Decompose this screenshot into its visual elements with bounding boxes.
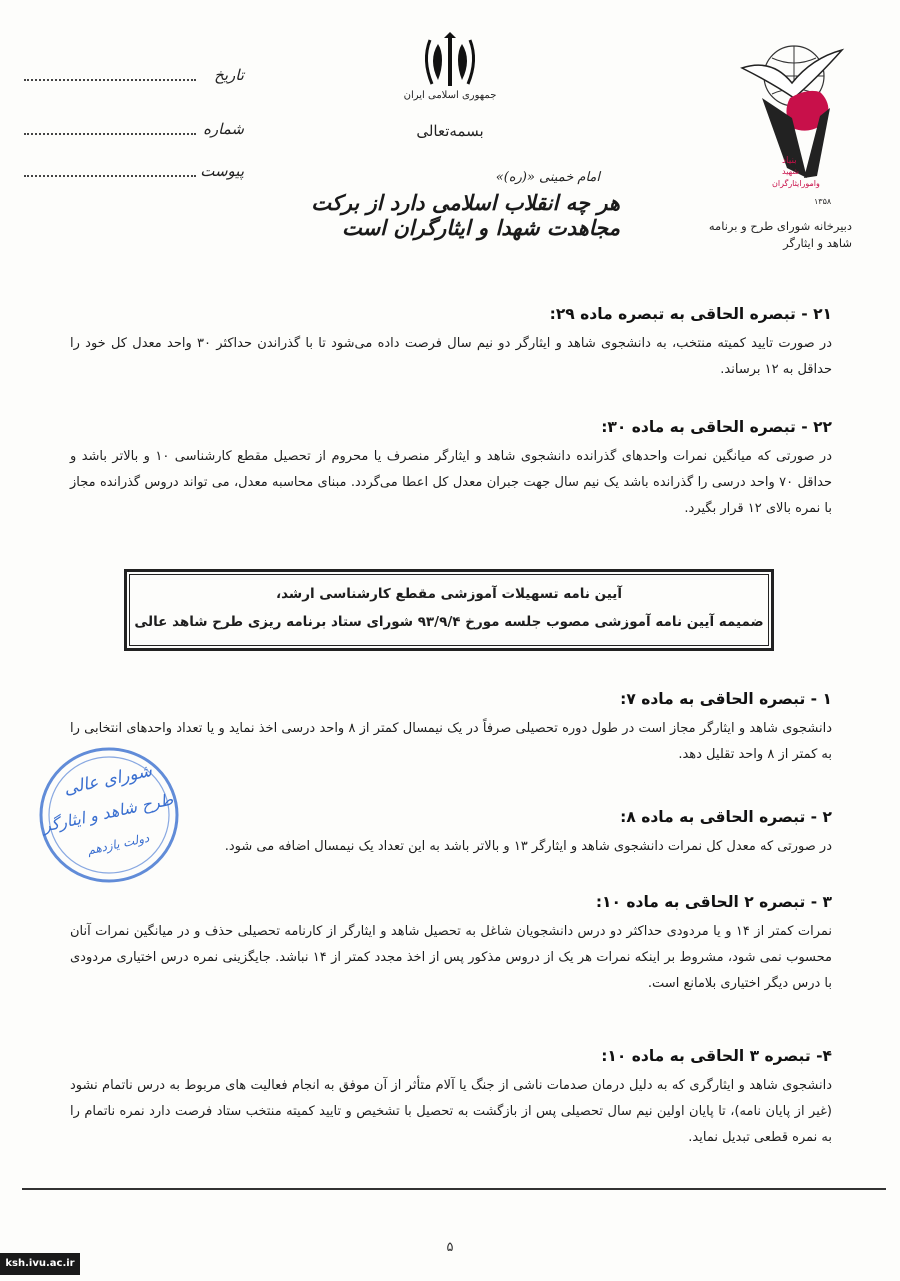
section-note-21	[70, 305, 832, 383]
attachment-dots	[24, 175, 196, 177]
svg-text:دولت یازدهم: دولت یازدهم	[85, 830, 151, 858]
section-body: نمرات کمتر از ۱۴ و یا مردودی حداکثر دو درس دانشجویان شاغل به تحصیل شاهد و ایثارگر از کارنامه تحصیلی حذف و در میانگین نمرات آنان محسوب نمی شود، مشروط بر اینکه نمرات هر یک از دروس مذکور پس از اخذ مجدد کمتر از ۱۴ نباشد. جایگزینی نمره درس اختیاری مردودی با درس دیگر اختیاری بلامانع است.	[70, 924, 832, 991]
republic-caption: جمهوری اسلامی ایران	[403, 90, 497, 101]
date-dots	[24, 79, 196, 81]
section-body: در صورتی که میانگین نمرات واحدهای گذرانده دانشجوی شاهد و ایثارگر منصرف یا محروم از تحصیل مقطع کارشناسی ۱۰ و بالاتر باشد و حداقل ۷۰ واحد درسی را گذرانده باشد یک نیم سال جهت جبران معدل کل اعطا می‌گردد. مبنای محاسبه معدل، می تواند دروس گذرانده مجاز با نمره بالای ۱۲ قرار بگیرد.	[70, 449, 832, 516]
svg-text:شهید: شهید	[782, 167, 800, 176]
section-note-4	[70, 1047, 832, 1151]
foundation-logo-icon	[732, 28, 852, 208]
site-watermark: ksh.ivu.ac.ir	[0, 1253, 80, 1275]
svg-text:بنیاد: بنیاد	[782, 156, 797, 166]
regulation-title-line1: آیین نامه تسهیلات آموزشی مقطع کارشناسی ارشد،	[276, 586, 622, 602]
org-caption-line2: شاهد و ایثارگر	[783, 236, 852, 250]
footer-divider	[22, 1188, 886, 1190]
section-note-22	[70, 418, 832, 522]
svg-text:وامورایثارگران: وامورایثارگران	[772, 179, 820, 188]
regulation-title-line2: ضمیمه آیین نامه آموزشی مصوب جلسه مورخ ۹۳/۹/۴ شورای ستاد برنامه ریزی طرح شاهد عالی	[134, 614, 764, 630]
svg-text:شورای عالی: شورای عالی	[62, 761, 154, 800]
section-heading: ۴- تبصره ۳ الحاقی به ماده ۱۰:	[601, 1047, 832, 1065]
section-note-1	[70, 690, 832, 768]
section-body: دانشجوی شاهد و ایثارگر مجاز است در طول دوره تحصیلی صرفاً در یک نیمسال کمتر از ۸ واحد درسی اخذ نماید و یا تعداد واحدهای انتخابی را به کمتر از ۸ واحد تقلیل دهد.	[70, 721, 832, 762]
section-body: در صورتی که معدل کل نمرات دانشجوی شاهد و ایثارگر ۱۳ و بالاتر باشد به این تعداد یک نیمسال اضافه می شود.	[224, 839, 832, 854]
section-heading: ۲۱ - تبصره الحاقی به تبصره ماده ۲۹:	[549, 305, 832, 323]
date-label: تاریخ	[214, 66, 244, 84]
date-field	[24, 66, 244, 88]
number-dots	[24, 133, 196, 135]
section-heading: ۲ - تبصره الحاقی به ماده ۸:	[620, 808, 832, 826]
section-heading: ۲۲ - تبصره الحاقی به ماده ۳۰:	[601, 418, 832, 436]
section-heading: ۳ - تبصره ۲ الحاقی به ماده ۱۰:	[595, 893, 832, 911]
attachment-field	[24, 162, 244, 184]
number-label: شماره	[203, 120, 244, 138]
council-stamp-icon	[34, 740, 184, 890]
svg-text:۱۳۵۸: ۱۳۵۸	[814, 197, 832, 206]
section-note-3	[70, 893, 832, 997]
page-number: ۵	[446, 1240, 454, 1255]
section-body: دانشجوی شاهد و ایثارگری که به دلیل درمان صدمات ناشی از جنگ یا آلام متأثر از آن موفق به انجام فعالیت های مربوط به درس ناتمام نشود (غیر از پایان نامه)، تا پایان اولین نیم سال تحصیلی پس از بازگشت به تحصیل با تشخیص و تایید کمیته منتخب ستاد فرصت دارد نمره ناتمام را به نمره قطعی تبدیل نماید.	[70, 1078, 832, 1145]
iran-emblem-icon	[420, 30, 480, 90]
regulation-title-box	[124, 569, 774, 651]
quote-author: امام خمینی «(ره)»	[495, 170, 600, 185]
attachment-label: پیوست	[200, 162, 244, 180]
org-caption-line1: دبیرخانه شورای طرح و برنامه	[708, 219, 852, 233]
section-body: در صورت تایید کمیته منتخب، به دانشجوی شاهد و ایثارگر دو نیم سال فرصت داده می‌شود تا با گذراندن حداکثر ۳۰ واحد معدل کل خود را حداقل به ۱۲ برساند.	[70, 336, 832, 377]
section-note-2	[70, 808, 832, 860]
besmeh: بسمه‌تعالی	[416, 122, 484, 140]
org-caption	[702, 218, 852, 252]
header-quote: هر چه انقلاب اسلامی دارد از برکت مجاهدت شهدا و ایثارگران است	[311, 190, 620, 240]
number-field	[24, 120, 244, 142]
svg-text:طرح شاهد و ایثارگر: طرح شاهد و ایثارگر	[40, 789, 175, 836]
section-heading: ۱ - تبصره الحاقی به ماده ۷:	[620, 690, 832, 708]
